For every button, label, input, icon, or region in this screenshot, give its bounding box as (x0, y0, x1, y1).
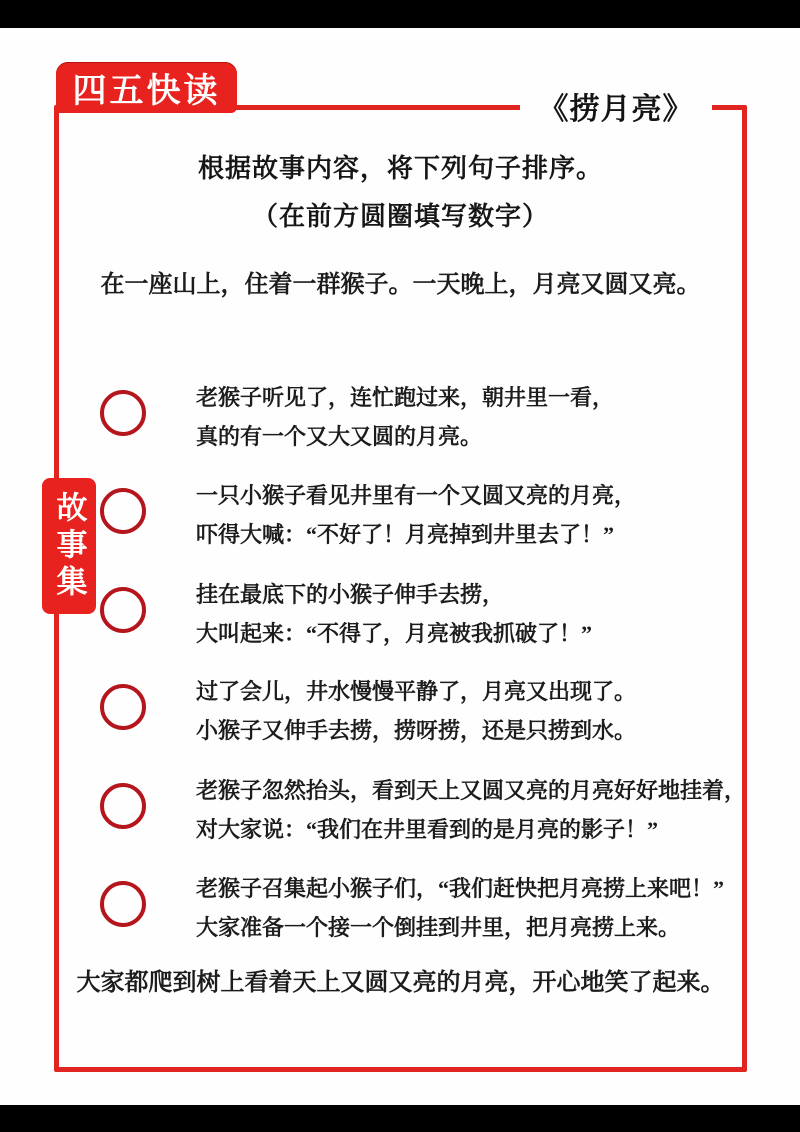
story-title: 《捞月亮》 (538, 93, 694, 126)
sentence-line-2: 大叫起来：“不得了，月亮被我抓破了！” (196, 621, 593, 646)
sentence-text (196, 672, 636, 750)
sentence-text (196, 476, 636, 554)
sentence-line-1: 老猴子忽然抬头，看到天上又圆又亮的月亮好好地挂着， (196, 778, 747, 803)
answer-circle[interactable] (100, 488, 146, 534)
sentence-text (196, 771, 746, 849)
sentence-line-2: 小猴子又伸手去捞，捞呀捞，还是只捞到水。 (196, 718, 637, 743)
sentence-line-2: 大家准备一个接一个倒挂到井里，把月亮捞上来。 (196, 915, 681, 940)
side-tab-story-collection (42, 478, 96, 614)
opening-sentence: 在一座山上，住着一群猴子。一天晚上，月亮又圆又亮。 (100, 272, 701, 298)
answer-circle[interactable] (100, 587, 146, 633)
answer-circle[interactable] (100, 390, 146, 436)
instruction-line-1: 根据故事内容，将下列句子排序。 (197, 154, 603, 183)
sequence-item (100, 672, 636, 750)
answer-circle[interactable] (100, 684, 146, 730)
sentence-line-1: 老猴子听见了，连忙跑过来，朝井里一看， (196, 385, 615, 410)
sentence-line-2: 吓得大喊：“不好了！月亮掉到井里去了！” (196, 522, 615, 547)
instruction-line-2: （在前方圆圈填写数字） (251, 202, 549, 231)
sentence-line-1: 一只小猴子看见井里有一个又圆又亮的月亮， (196, 483, 637, 508)
side-tab-label: 故事集 (51, 490, 87, 602)
sequence-item (100, 476, 636, 554)
closing-sentence: 大家都爬到树上看着天上又圆又亮的月亮，开心地笑了起来。 (76, 970, 725, 996)
sequence-item (100, 575, 592, 653)
sentence-line-1: 老猴子召集起小猴子们，“我们赶快把月亮捞上来吧！” (196, 876, 725, 901)
bottom-letterbox-bar (0, 1105, 800, 1132)
series-badge-label: 四五快读 (72, 72, 221, 110)
sentence-line-1: 挂在最底下的小猴子伸手去捞， (196, 582, 505, 607)
answer-circle[interactable] (100, 881, 146, 927)
series-badge (56, 62, 237, 113)
sentence-text (196, 378, 614, 456)
sentence-line-2: 对大家说：“我们在井里看到的是月亮的影子！” (196, 817, 659, 842)
sequence-item (100, 869, 724, 947)
answer-circle[interactable] (100, 783, 146, 829)
sentence-line-1: 过了会儿，井水慢慢平静了，月亮又出现了。 (196, 679, 637, 704)
sequence-item (100, 771, 746, 849)
sentence-text (196, 575, 592, 653)
sentence-line-2: 真的有一个又大又圆的月亮。 (196, 424, 483, 449)
top-letterbox-bar (0, 0, 800, 28)
sentence-text (196, 869, 724, 947)
sequence-item (100, 378, 614, 456)
